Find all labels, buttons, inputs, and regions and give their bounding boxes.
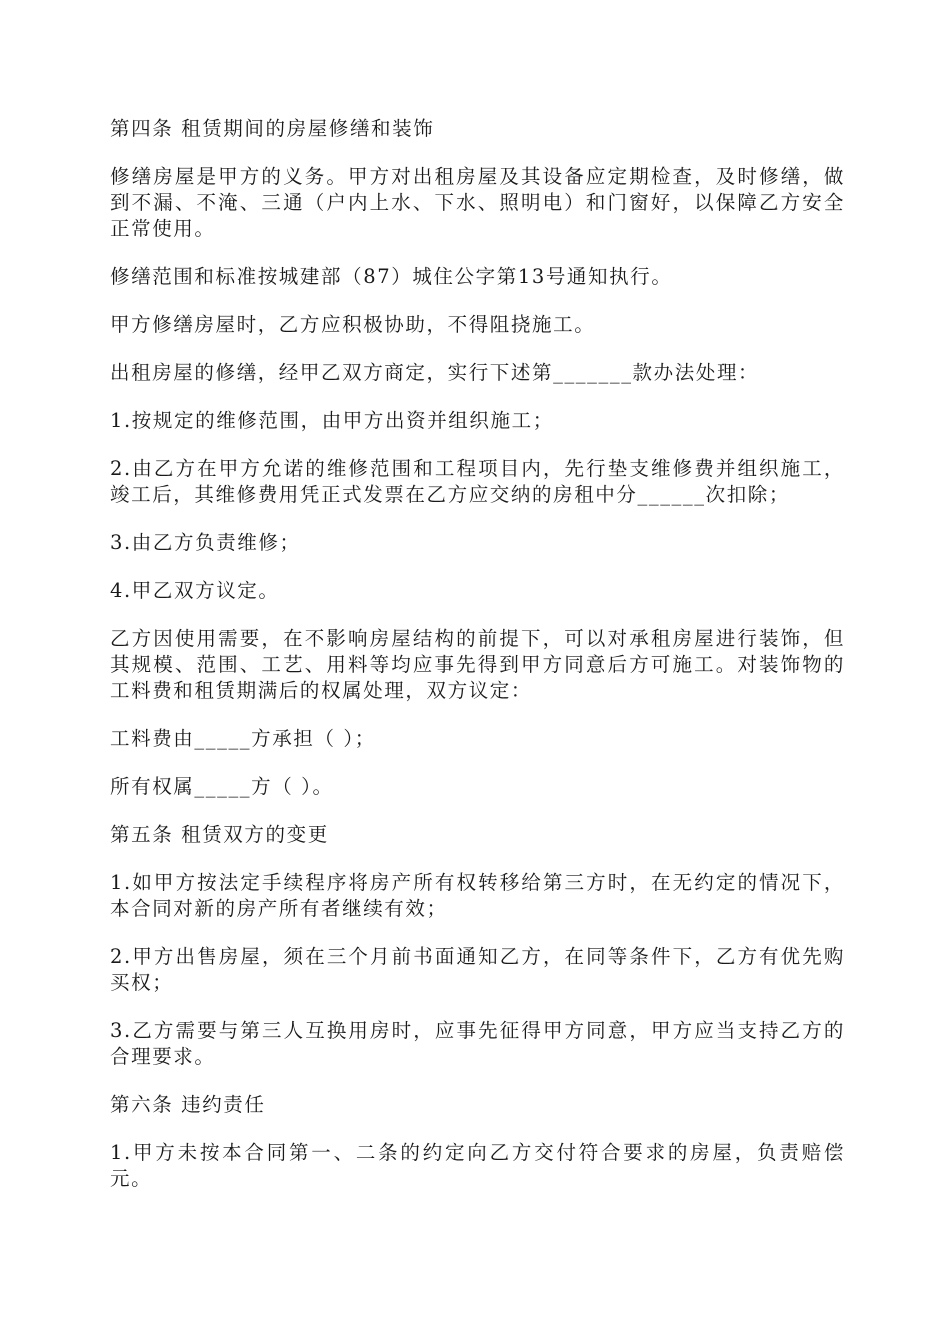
paragraph: 甲方修缮房屋时，乙方应积极协助，不得阻挠施工。	[110, 313, 596, 336]
list-item: 3.由乙方负责维修；	[110, 531, 301, 554]
list-item: 2.甲方出售房屋，须在三个月前书面通知乙方，在同等条件下，乙方有优先购买权；	[110, 945, 845, 994]
list-item: 3.乙方需要与第三人互换用房时，应事先征得甲方同意，甲方应当支持乙方的合理要求。	[110, 1019, 845, 1068]
paragraph: 修缮房屋是甲方的义务。甲方对出租房屋及其设备应定期检查，及时修缮，做到不漏、不淹、三通（户内上水、下水、照明电）和门窗好，以保障乙方安全正常使用。	[110, 165, 845, 240]
document-body	[110, 116, 845, 1214]
list-item: 1.如甲方按法定手续程序将房产所有权转移给第三方时，在无约定的情况下，本合同对新的房产所有者继续有效；	[110, 871, 845, 920]
paragraph: 所有权属_____方（ ）。	[110, 775, 334, 798]
paragraph: 工料费由_____方承担（ ）；	[110, 727, 376, 750]
paragraph: 出租房屋的修缮，经甲乙双方商定，实行下述第_______款办法处理：	[110, 361, 760, 384]
article-5-heading: 第五条 租赁双方的变更	[110, 823, 329, 846]
paragraph: 乙方因使用需要，在不影响房屋结构的前提下，可以对承租房屋进行装饰，但其规模、范围、工艺、用料等均应事先得到甲方同意后方可施工。对装饰物的工料费和租赁期满后的权属处理，双方议定：	[110, 627, 845, 702]
list-item: 1.按规定的维修范围，由甲方出资并组织施工；	[110, 409, 554, 432]
article-6-heading: 第六条 违约责任	[110, 1093, 266, 1116]
article-4-heading: 第四条 租赁期间的房屋修缮和装饰	[110, 117, 435, 140]
list-item: 1.甲方未按本合同第一、二条的约定向乙方交付符合要求的房屋，负责赔偿元。	[110, 1141, 845, 1190]
list-item: 4.甲乙双方议定。	[110, 579, 280, 602]
paragraph: 修缮范围和标准按城建部（87）城住公字第13号通知执行。	[110, 265, 673, 288]
list-item: 2.由乙方在甲方允诺的维修范围和工程项目内，先行垫支维修费并组织施工，竣工后，其维修费用凭正式发票在乙方应交纳的房租中分______次扣除；	[110, 457, 845, 506]
